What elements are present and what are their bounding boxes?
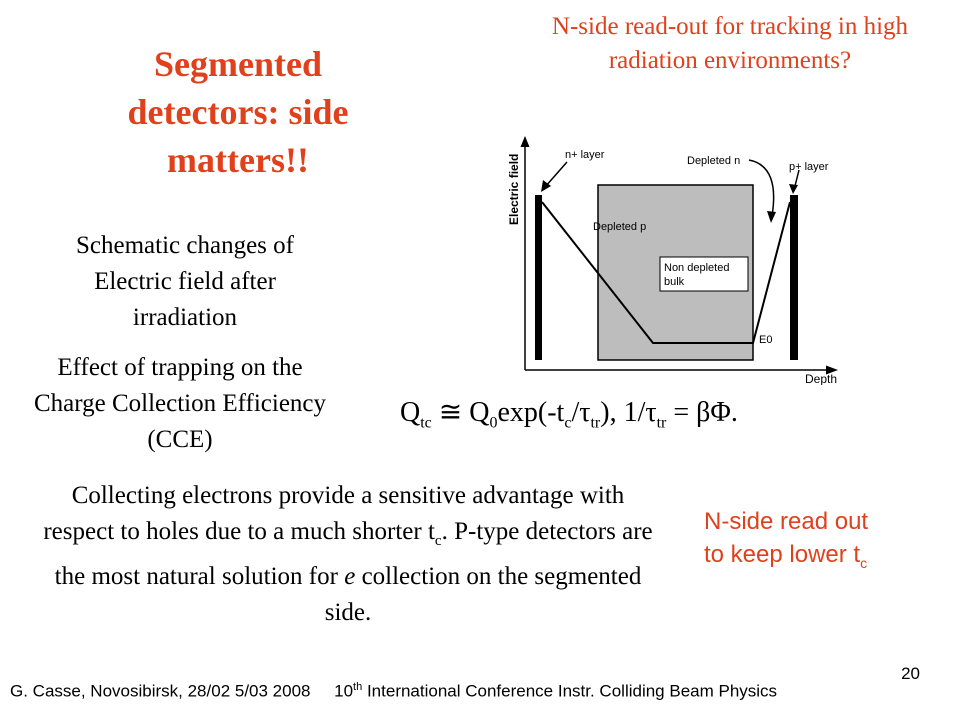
n-layer-label: n+ layer bbox=[565, 149, 605, 161]
footer bbox=[10, 677, 870, 702]
footer-conf-post: International Conference Instr. Colliding Beam Physics bbox=[362, 681, 778, 701]
page-number: 20 bbox=[901, 664, 920, 683]
formula-sub-tc: tc bbox=[420, 414, 432, 432]
non-depleted-label-line1: Non depleted bbox=[664, 262, 730, 274]
e0-label: E0 bbox=[759, 334, 773, 346]
n-layer-arrow bbox=[545, 162, 567, 187]
trapping-formula bbox=[400, 395, 860, 442]
y-axis-arrow bbox=[521, 136, 530, 147]
nside-note bbox=[704, 505, 894, 580]
formula-sub-0: 0 bbox=[489, 414, 498, 432]
collecting-part2: . P-type detectors are the most natural solution for bbox=[54, 518, 653, 590]
collecting-sub-c: c bbox=[434, 533, 442, 549]
p-layer-label: p+ layer bbox=[789, 161, 829, 173]
depleted-n-label: Depleted n bbox=[687, 155, 741, 167]
formula-approx: ≅ Q bbox=[431, 397, 490, 428]
p-plus-layer-bar bbox=[790, 195, 798, 360]
p-layer-arrowhead bbox=[789, 184, 798, 194]
x-axis-label: Depth bbox=[805, 372, 838, 385]
trapping-caption: Effect of trapping on the Charge Collection Efficiency (CCE) bbox=[33, 354, 327, 453]
formula-end: = βΦ. bbox=[666, 397, 738, 428]
nside-note-sub-c: c bbox=[860, 554, 868, 571]
formula-sub-tr: tr bbox=[590, 414, 601, 432]
depleted-n-arrowhead bbox=[767, 211, 776, 223]
collecting-part3: collection on the segmented side. bbox=[324, 563, 642, 626]
formula-over-tau: /τ bbox=[571, 397, 591, 428]
depleted-p-label: Depleted p bbox=[593, 221, 647, 233]
formula-rest: ), 1/τ bbox=[600, 397, 657, 428]
formula-q: Q bbox=[400, 397, 421, 428]
y-axis-label: Electric field bbox=[507, 153, 521, 225]
n-plus-layer-bar bbox=[535, 195, 542, 360]
nside-note-main: N-side read out to keep lower t bbox=[704, 508, 869, 568]
footer-author: G. Casse, Novosibirsk, 28/02 5/03 2008 bbox=[10, 681, 311, 701]
formula-sub-tr2: tr bbox=[656, 414, 667, 432]
formula-exp: exp(-t bbox=[497, 397, 565, 428]
collecting-electrons-text bbox=[38, 478, 658, 631]
footer-conf-pre: 10 bbox=[334, 681, 354, 701]
electric-field-diagram bbox=[505, 130, 845, 385]
non-depleted-label-line2: bulk bbox=[664, 276, 685, 288]
footer-conf-sup: th bbox=[353, 681, 363, 693]
collecting-e: e bbox=[344, 563, 356, 590]
collecting-part1: Collecting electrons provide a sensitive advantage with respect to holes due to a much shorter t bbox=[43, 482, 625, 545]
slide-title: Segmented detectors: side matters!! bbox=[127, 44, 349, 180]
nside-question: N-side read-out for tracking in high radiation environments? bbox=[551, 13, 909, 74]
formula-sub-c: c bbox=[564, 414, 572, 432]
schematic-caption: Schematic changes of Electric field after irradiation bbox=[76, 232, 294, 331]
